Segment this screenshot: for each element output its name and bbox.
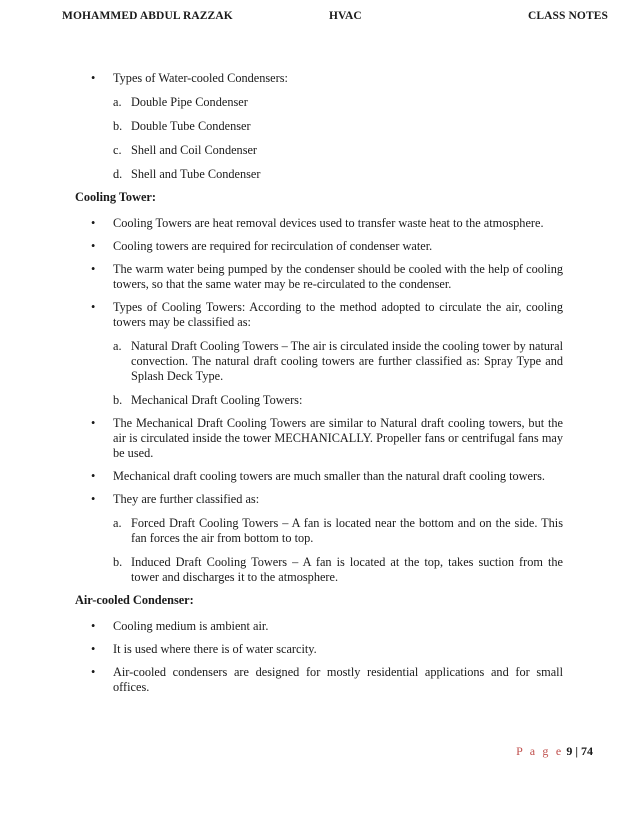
sublist-item: b. Mechanical Draft Cooling Towers: [113, 393, 303, 407]
sublist [113, 516, 563, 585]
section-heading-cooling-tower: Cooling Tower: [75, 190, 156, 204]
sublist-item: d. Shell and Tube Condenser [113, 167, 261, 181]
list-item: • They are further classified as: a. Forced Draft Cooling Towers – A fan is located near the bottom and on the side. This fan forces the air from bottom to top. b. Induced Draft Cooling Towers – A fan is located at the top, takes suction from the tower and discharges it to the atmosphere. [75, 492, 563, 585]
sublist-item: a. Forced Draft Cooling Towers – A fan is located near the bottom and on the side. This fan forces the air from bottom to top. [113, 516, 563, 545]
list-item: • Cooling medium is ambient air. [75, 619, 563, 634]
list-item: • Types of Water-cooled Condensers: a. Double Pipe Condenser b. Double Tube Condenser c. Shell and Coil Condenser d. Shell and Tube Condenser [75, 71, 563, 182]
section-heading-air-cooled: Air-cooled Condenser: [75, 593, 194, 607]
header-label: CLASS NOTES [527, 10, 608, 22]
list-item: • Types of Cooling Towers: According to the method adopted to circulate the air, cooling towers may be classified as: a. Natural Draft Cooling Towers – The air is circulated inside the cooling tower by natural convection. The natural draft cooling towers are further classified as: Spray Type and Splash Deck Type. b. Mechanical Draft Cooling Towers: [75, 300, 563, 408]
list-item: • It is used where there is of water scarcity. [75, 642, 563, 657]
document-body [75, 71, 563, 703]
sublist-item: a. Natural Draft Cooling Towers – The air is circulated inside the cooling tower by natural convection. The natural draft cooling towers are further classified as: Spray Type and Splash Deck Type. [113, 339, 563, 383]
water-cooled-list [75, 71, 563, 182]
page-label: P a g e [516, 744, 564, 758]
list-item: • Cooling towers are required for recirculation of condenser water. [75, 239, 563, 254]
sublist [113, 339, 563, 408]
cooling-tower-list [75, 216, 563, 585]
sublist-item: a. Double Pipe Condenser [113, 95, 248, 109]
sublist [113, 95, 563, 182]
list-item: • Air-cooled condensers are designed for mostly residential applications and for small offices. [75, 665, 563, 695]
page-number: 9 | 74 [566, 744, 593, 758]
header-subject: HVAC [329, 10, 362, 22]
page-header [62, 10, 608, 26]
header-author: MOHAMMED ABDUL RAZZAK [62, 10, 233, 22]
list-item: • Cooling Towers are heat removal devices used to transfer waste heat to the atmosphere. [75, 216, 563, 231]
sublist-item: c. Shell and Coil Condenser [113, 143, 258, 157]
list-item: • The warm water being pumped by the condenser should be cooled with the help of cooling towers, so that the same water may be re-circulated to the condenser. [75, 262, 563, 292]
list-item: • The Mechanical Draft Cooling Towers are similar to Natural draft cooling towers, but the air is circulated inside the tower MECHANICALLY. Propeller fans or centrifugal fans may be used. [75, 416, 563, 461]
page-footer [516, 744, 593, 759]
sublist-item: b. Double Tube Condenser [113, 119, 251, 133]
list-item: • Mechanical draft cooling towers are much smaller than the natural draft cooling towers. [75, 469, 563, 484]
sublist-item: b. Induced Draft Cooling Towers – A fan is located at the top, takes suction from the tower and discharges it to the atmosphere. [113, 555, 563, 584]
air-cooled-list [75, 619, 563, 695]
